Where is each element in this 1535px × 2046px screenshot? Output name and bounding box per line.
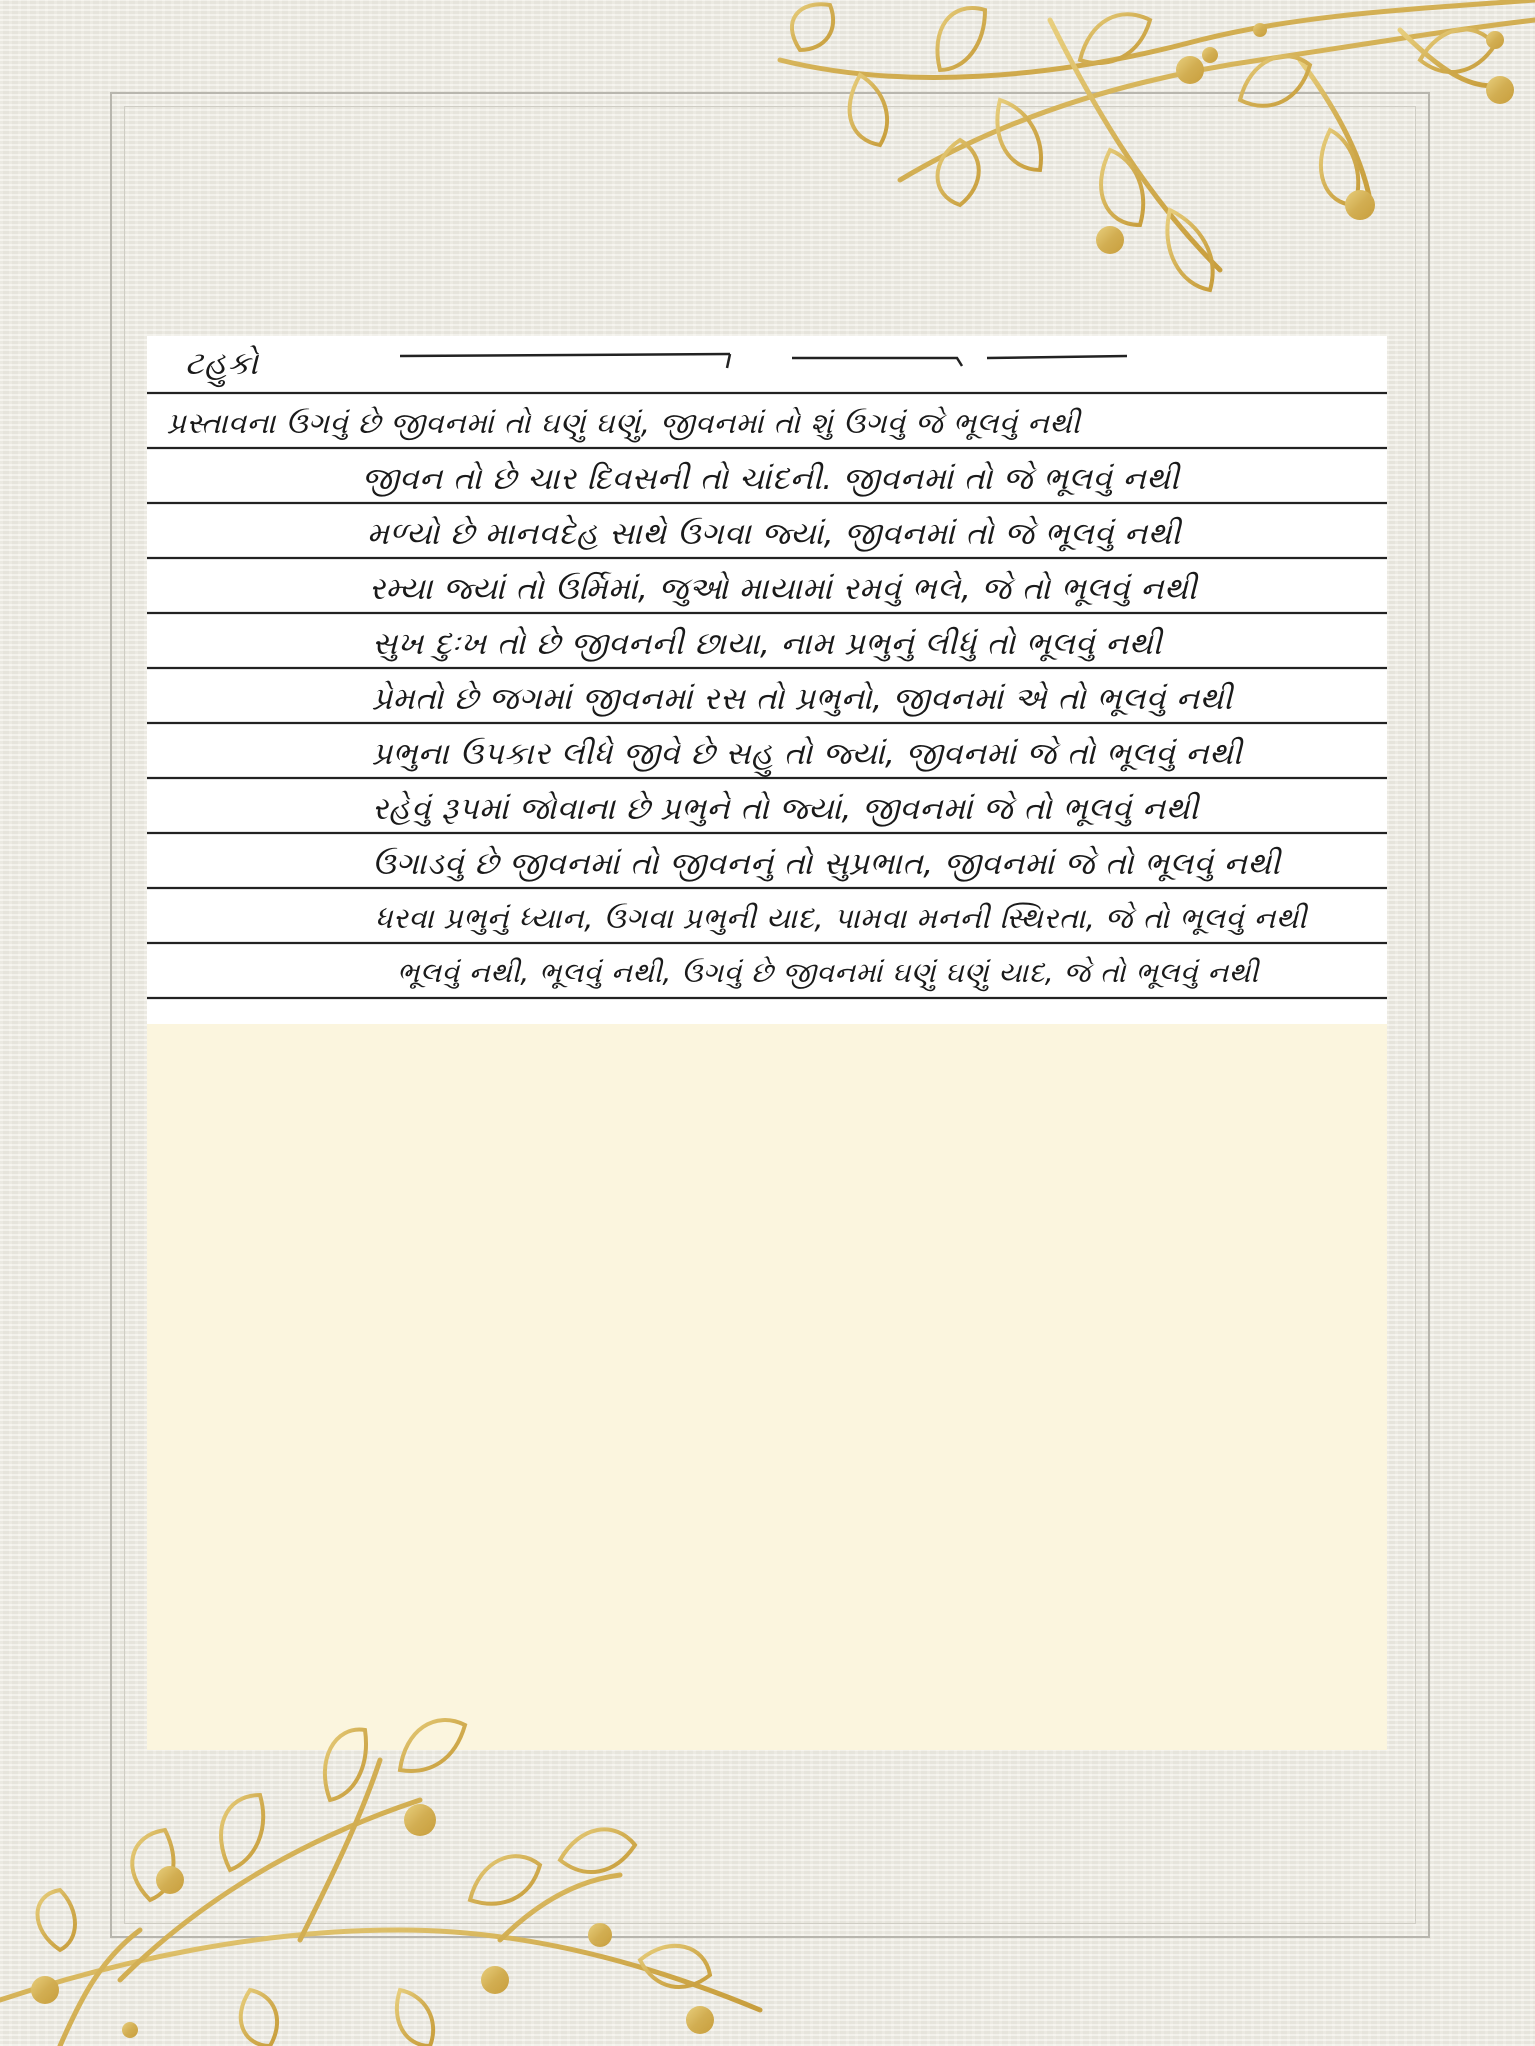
note-line: પ્રેમતો છે જગમાં જીવનમાં રસ તો પ્રભુનો, જીવનમાં એ તો ભૂલવું નથી xyxy=(372,681,1233,717)
note-line: રમ્યા જ્યાં તો ઉર્મિમાં, જુઓ માયામાં રમવું ભલે, જે તો ભૂલવું નથી xyxy=(369,571,1198,607)
heading-strokes xyxy=(400,354,1127,368)
note-line: ઉગાડવું છે જીવનમાં તો જીવનનું તો સુપ્રભાત, જીવનમાં જે તો ભૂલવું નથી xyxy=(372,846,1281,882)
note-line: પ્રભુના ઉપકાર લીધે જીવે છે સહુ તો જ્યાં, જીવનમાં જે તો ભૂલવું નથી xyxy=(372,736,1243,772)
note-line: ધરવા પ્રભુનું ધ્યાન, ઉગવા પ્રભુની યાદ, પામવા મનની સ્થિરતા, જે તો ભૂલવું નથી xyxy=(375,901,1307,935)
handwritten-note-sheet xyxy=(147,336,1387,1024)
note-line: સુખ દુઃખ તો છે જીવનની છાયા, નામ પ્રભુનું લીધું તો ભૂલવું નથી xyxy=(372,626,1163,662)
note-line: મળ્યો છે માનવદેહ સાથે ઉગવા જ્યાં, જીવનમાં તો જે ભૂલવું નથી xyxy=(367,516,1181,552)
note-line: પ્રસ્તાવના ઉગવું છે જીવનમાં તો ઘણું ઘણું, જીવનમાં તો શું ઉગવું જે ભૂલવું નથી xyxy=(167,406,1081,440)
note-line: રહેવું રૂપમાં જોવાના છે પ્રભુને તો જ્યાં, જીવનમાં જે તો ભૂલવું નથી xyxy=(372,791,1199,827)
note-heading: ટહુકો xyxy=(185,344,259,382)
note-line: જીવન તો છે ચાર દિવસની તો ચાંદની. જીવનમાં તો જે ભૂલવું નથી xyxy=(362,461,1180,497)
note-line: ભૂલવું નથી, ભૂલવું નથી, ઉગવું છે જીવનમાં ઘણું ઘણું યાદ, જે તો ભૂલવું નથી xyxy=(397,956,1259,989)
